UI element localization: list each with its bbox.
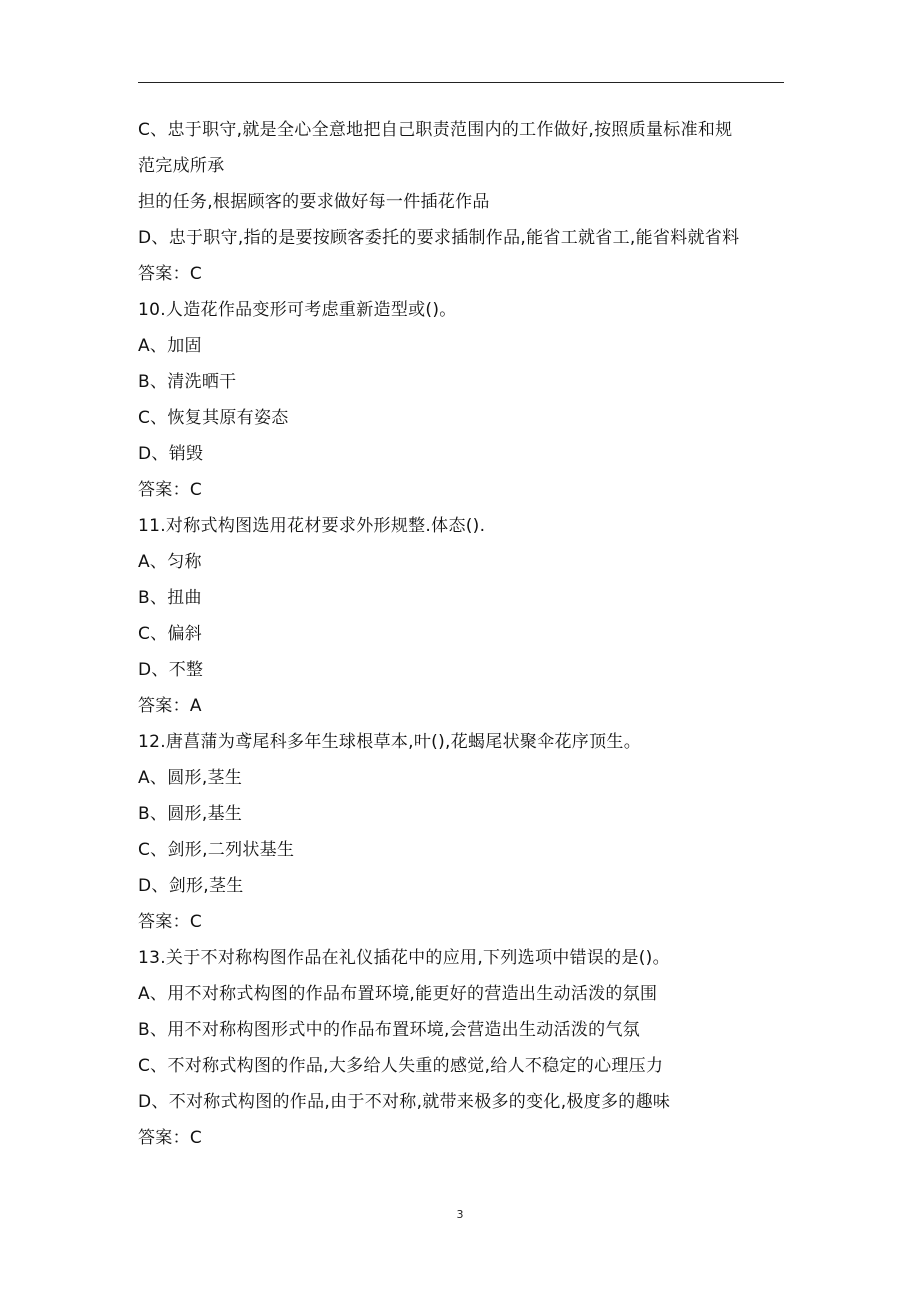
header-rule — [138, 82, 784, 83]
page-number: 3 — [456, 1208, 464, 1221]
answer-line: 答案：C — [138, 1128, 203, 1148]
option-line: A、加固 — [138, 336, 202, 356]
option-line: A、用不对称式构图的作品布置环境,能更好的营造出生动活泼的氛围 — [138, 984, 658, 1004]
question-line: 11.对称式构图选用花材要求外形规整.体态(). — [138, 516, 486, 536]
option-line: C、剑形,二列状基生 — [138, 840, 295, 860]
option-line: D、剑形,茎生 — [138, 876, 244, 896]
document-body — [138, 112, 788, 1156]
question-line: 10.人造花作品变形可考虑重新造型或()。 — [138, 300, 457, 320]
option-line: A、匀称 — [138, 552, 202, 572]
option-line: B、用不对称构图形式中的作品布置环境,会营造出生动活泼的气氛 — [138, 1020, 641, 1040]
option-line: B、清洗晒干 — [138, 372, 237, 392]
text-line: 范完成所承 — [138, 156, 225, 176]
option-line: C、不对称式构图的作品,大多给人失重的感觉,给人不稳定的心理压力 — [138, 1056, 664, 1076]
answer-line: 答案：C — [138, 912, 203, 932]
question-line: 12.唐菖蒲为鸢尾科多年生球根草本,叶(),花蝎尾状聚伞花序顶生。 — [138, 732, 642, 752]
option-line: A、圆形,茎生 — [138, 768, 243, 788]
text-line: C、忠于职守,就是全心全意地把自己职责范围内的工作做好,按照质量标准和规 — [138, 120, 733, 140]
question-line: 13.关于不对称构图作品在礼仪插花中的应用,下列选项中错误的是()。 — [138, 948, 670, 968]
option-line: C、恢复其原有姿态 — [138, 408, 289, 428]
option-line: B、扭曲 — [138, 588, 202, 608]
option-line: D、销毁 — [138, 444, 204, 464]
answer-line: 答案：A — [138, 696, 202, 716]
answer-line: 答案：C — [138, 480, 203, 500]
text-line: 担的任务,根据顾客的要求做好每一件插花作品 — [138, 192, 490, 212]
text-line: D、忠于职守,指的是要按顾客委托的要求插制作品,能省工就省工,能省料就省料 — [138, 228, 740, 248]
option-line: C、偏斜 — [138, 624, 203, 644]
answer-line: 答案：C — [138, 264, 203, 284]
option-line: D、不整 — [138, 660, 204, 680]
option-line: D、不对称式构图的作品,由于不对称,就带来极多的变化,极度多的趣味 — [138, 1092, 671, 1112]
option-line: B、圆形,基生 — [138, 804, 243, 824]
